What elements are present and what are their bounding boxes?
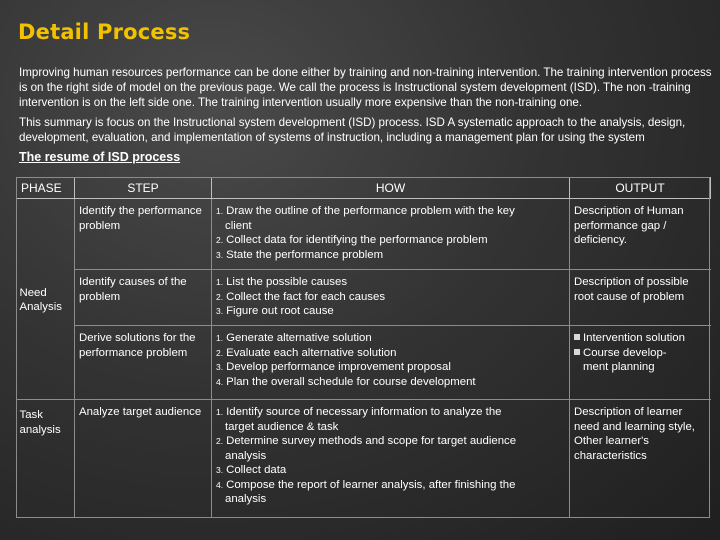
how-item-cont: client <box>225 219 252 232</box>
intro-paragraph: Improving human resources performance can be done either by training and non-training intervention. The training intervention process is on the right side of model on the previous page. We call the process is Instructional system development (ISD). The non -training intervention is on the left side one. The training intervention usually more expensive than the non-training one. <box>19 66 712 109</box>
table-row <box>17 199 711 270</box>
how-item-cont: analysis <box>225 449 267 462</box>
how-item-cont: analysis <box>225 493 267 505</box>
how-item: 4. Compose the report of learner analysis, after finishing the <box>216 478 516 491</box>
how-item: 1. Identify source of necessary information to analyze the <box>216 406 502 418</box>
how-item: 2. Collect the fact for each causes <box>216 290 386 303</box>
how-cell <box>212 326 570 400</box>
how-item: 1. List the possible causes <box>216 276 348 288</box>
output-bullet: Intervention solution <box>574 331 707 346</box>
phase-need-analysis: Need Analysis <box>17 199 75 400</box>
summary-paragraph: This summary is focus on the Instructional system development (ISD) process. ISD A systematic approach to the analysis, design, development, evaluation, and implementation of systems of instruction, including a management plan for using the system <box>19 116 686 144</box>
how-item: 3. Collect data <box>216 464 287 476</box>
step-cell: Identify the performance problem <box>75 199 212 270</box>
how-item: 1. Generate alternative solution <box>216 332 372 344</box>
output-cell <box>570 326 711 400</box>
header-output: OUTPUT <box>570 178 711 199</box>
square-bullet-icon <box>574 349 580 355</box>
resume-heading: The resume of ISD process <box>19 150 181 164</box>
how-item: 2. Evaluate each alternative solution <box>216 346 397 359</box>
how-cell <box>212 270 570 326</box>
table-row <box>17 326 711 400</box>
output-cell: Description of learner need and learning style, Other learner's characteristics <box>570 400 711 518</box>
how-item: 3. Develop performance improvement proposal <box>216 361 451 373</box>
how-cell <box>212 199 570 270</box>
how-item: 3. State the performance problem <box>216 248 384 261</box>
output-bullet-cont: ment planning <box>583 361 655 373</box>
how-item: 2. Determine survey methods and scope for target audience <box>216 435 517 447</box>
how-item: 3. Figure out root cause <box>216 305 334 317</box>
table-row <box>17 270 711 326</box>
how-item-cont: target audience & task <box>225 420 339 433</box>
output-cell: Description of possible root cause of problem <box>570 270 711 326</box>
table-header-row <box>17 178 711 199</box>
header-how: HOW <box>212 178 570 199</box>
square-bullet-icon <box>574 334 580 340</box>
how-cell <box>212 400 570 518</box>
header-step: STEP <box>75 178 212 199</box>
header-phase: PHASE <box>17 178 75 199</box>
step-cell: Identify causes of the problem <box>75 270 212 326</box>
isd-process-table <box>16 177 711 518</box>
how-item: 1. Draw the outline of the performance problem with the key <box>216 205 515 217</box>
step-cell: Derive solutions for the performance problem <box>75 326 212 400</box>
output-bullet: Course develop- <box>574 346 707 361</box>
how-item: 2. Collect data for identifying the performance problem <box>216 234 488 246</box>
table-row <box>17 400 711 518</box>
output-cell: Description of Human performance gap / deficiency. <box>574 205 684 246</box>
page-title: Detail Process <box>18 20 191 44</box>
step-cell: Analyze target audience <box>75 400 212 518</box>
phase-task-analysis: Task analysis <box>17 400 75 518</box>
how-item: 4. Plan the overall schedule for course development <box>216 375 476 388</box>
